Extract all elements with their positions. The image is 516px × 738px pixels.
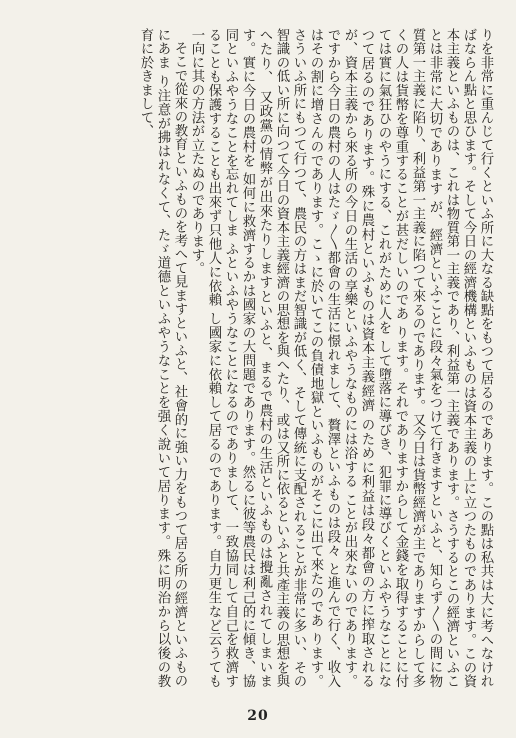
page-number: 20 (247, 708, 269, 724)
paragraph: そこで從來の教育といふものを考へて見ますといふと、社會的に強い力をもつて居る所の經濟といふものにあま り注意が拂はれなくて、たゞ道德といふやうなことを强く說いて居ります。殊に明治から以後の教育に於きまして、 (138, 28, 187, 688)
vertical-text-body (22, 28, 494, 688)
paragraph: りを非常に重んじて行くといふ所に大なる缺點をもつて居るのであります。この點は私共は大に考へなければならん點と思ひます。そして今日の經濟機構といふものは資本主義の上に立つたものであります。この資本主義といふものは、これは物質第一主義であり、利益第一主義であります。さうするとこの經濟といふことは非常に大切であります が、經濟といふことに段々氣をつけて行きますといふと、知らず〳〵の間に物質第一主義に陷り、利益第一主義に陷つて來るのであります。又今日は貨幣經濟が主でありますからして多くの人は貨幣を尊重することが甚だしいのであ ります。それでありますからして金錢を取得することに付ては實に氣狂ひのやうにする、これがために人を して墮落に導びき、犯罪に導びくといふやうなことになつて居るのであります。殊に農村といふものは資本主義經濟 のために利益は段々都會の方に搾取されるが、資本主義から來る所の今日の生活の享樂といふやうなものには浴する ことが出來ないのであります。ですから今日の農村の人はたゞ〳〵都會の生活に憬れまして、贅澤といふものは段々 と進んで行く、收入はその割に增さんのであります。こゝに於いてこの負債地獄といふものがそこに出て來たのであ ります。さういふ所にもつて行つて、農民の方はまだ智識が低く、そして傳統に支配されることが非常に多い、その 智識の低い所に向つて今日の資本主義經濟の思想を與へたり、或は又所に依るといふと共產主義の思想を與へたり、 又政黨の情弊が出來たりしますといふと、まるで農村の生活といふものは攪亂されてしまいます。實に今日の農村を 如何に救濟するかは國家の大問題であります。然るに彼等農民は利己的に傾き、協同といふやうなことを忘れてしま ふといふやうなことになるのでありまして、一致協同して自己を救濟することも保護することも出來ず只他人に依賴 し國家に依賴して居るのであります。自力更生など云うても一向に其の方法が立たぬのであります。 (189, 28, 493, 688)
